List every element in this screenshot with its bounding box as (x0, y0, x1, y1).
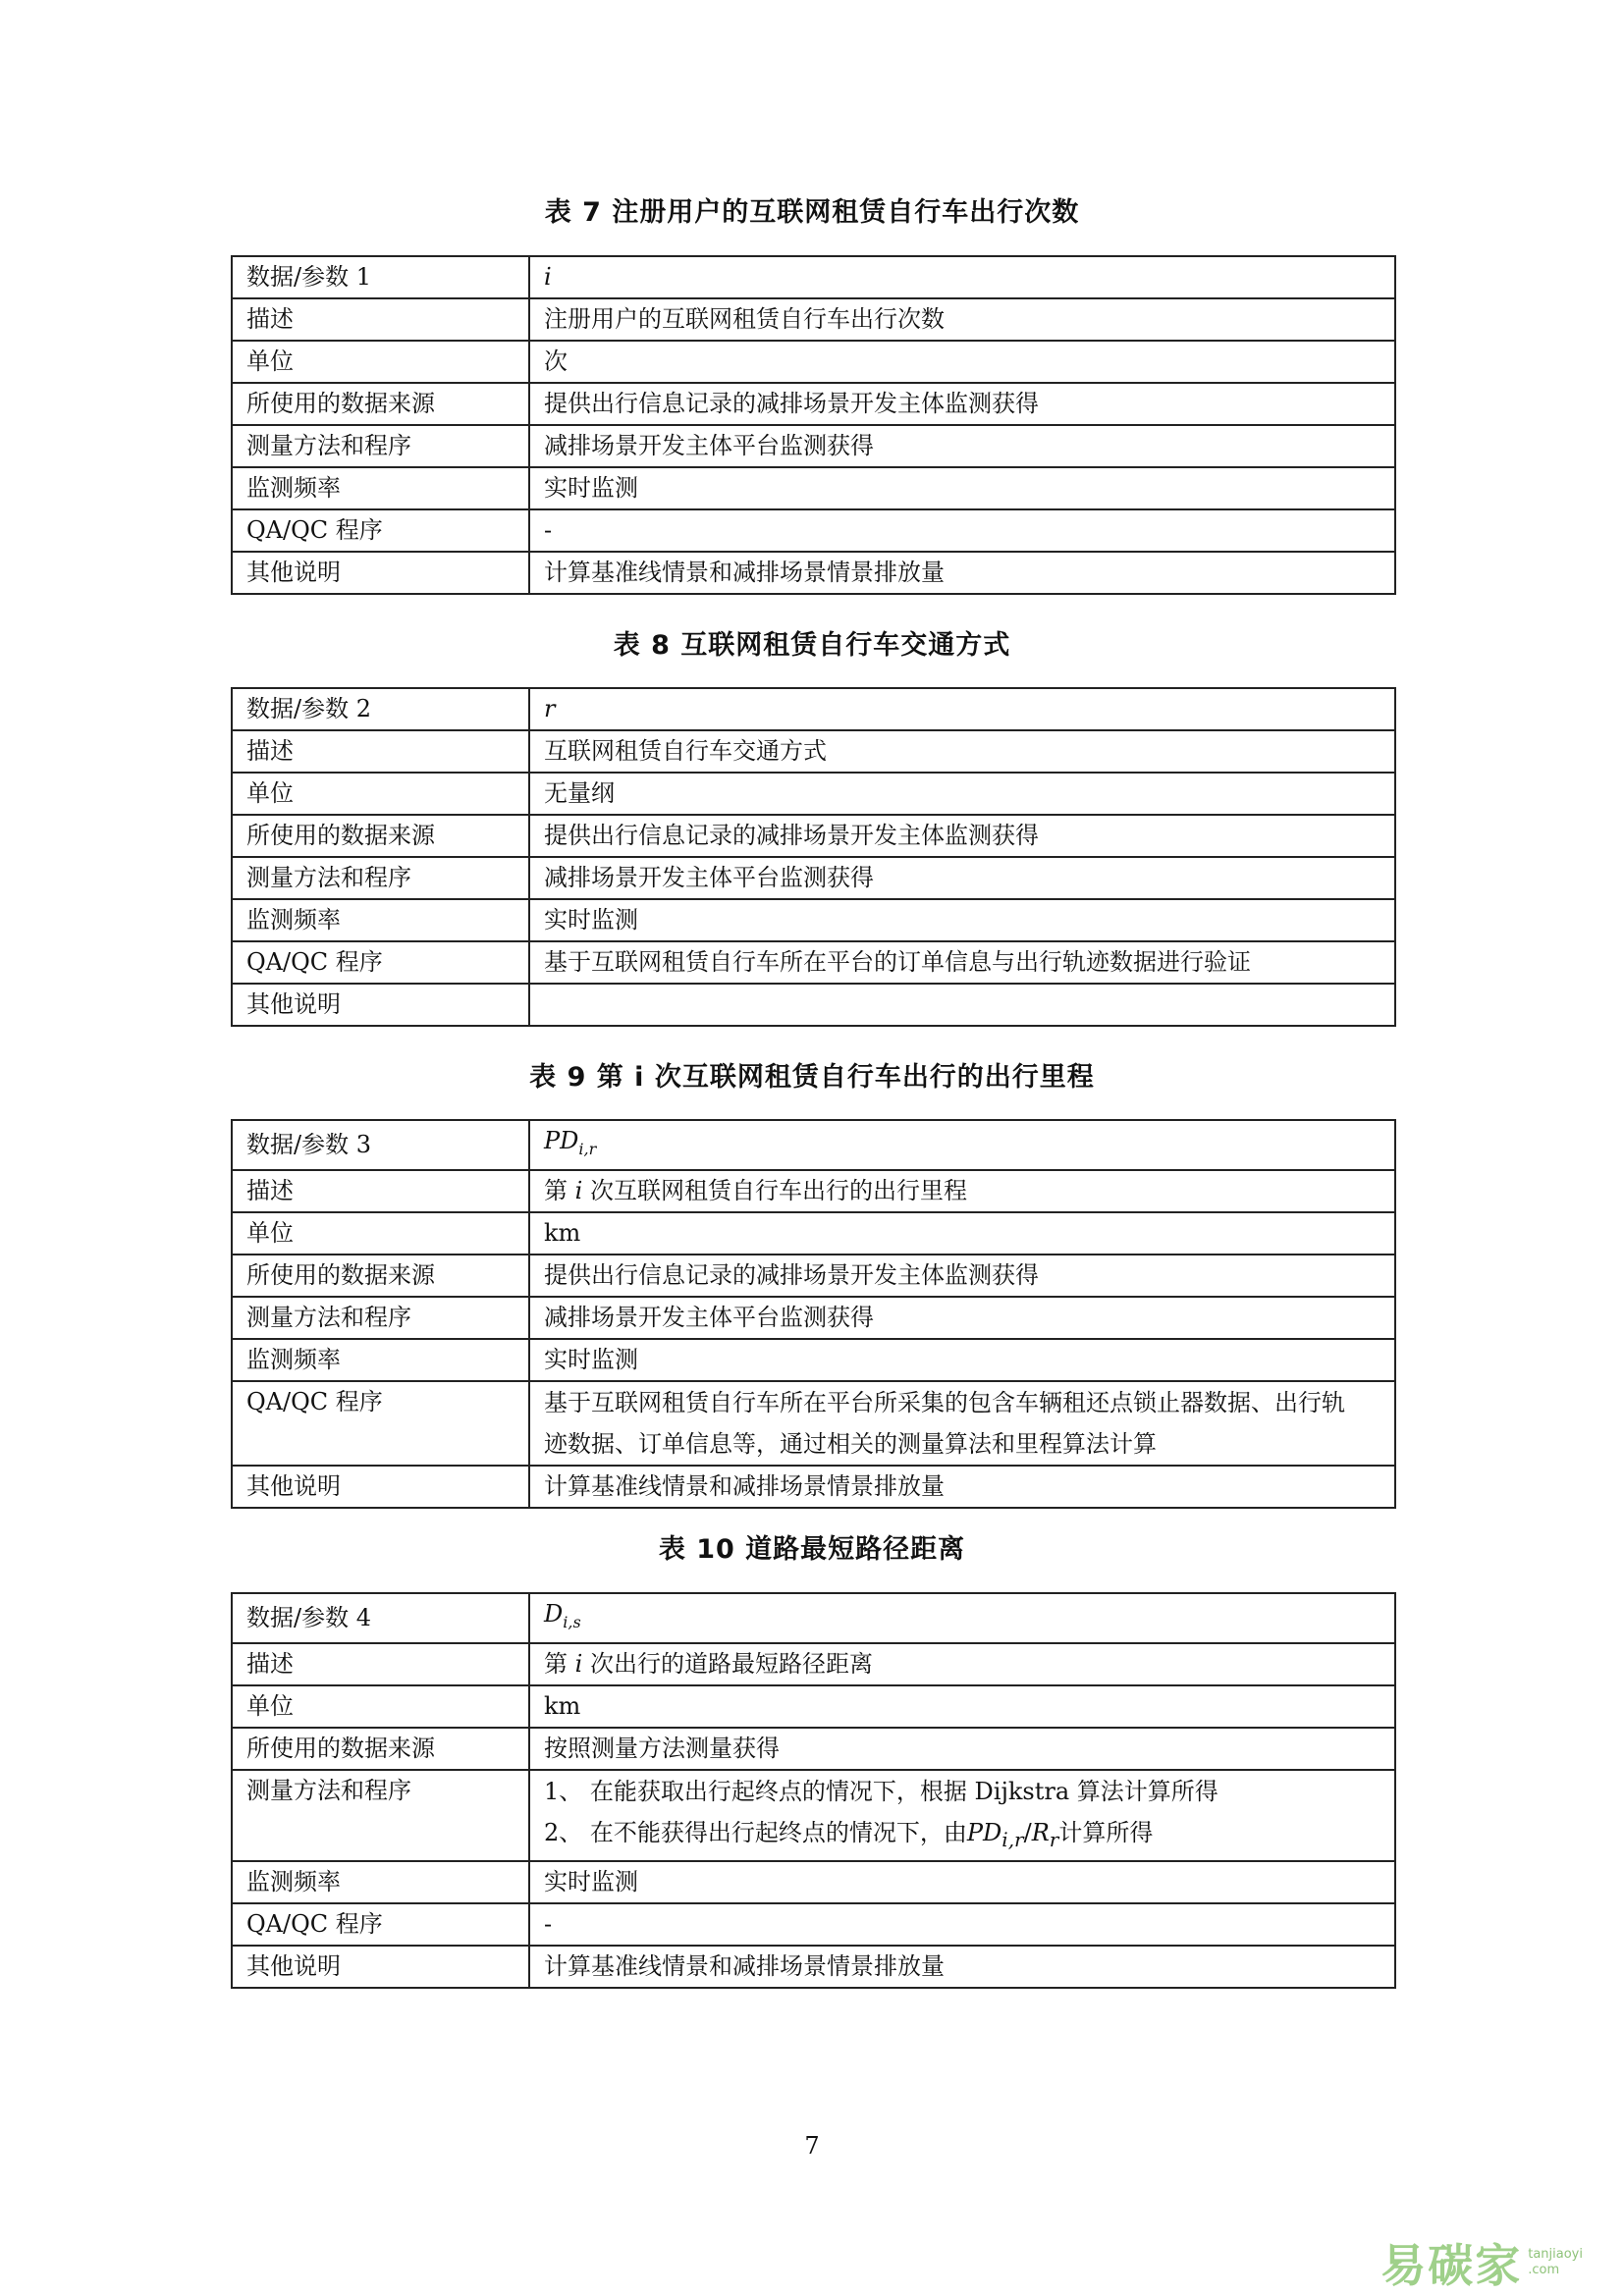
row-label: 单位 (232, 1685, 529, 1728)
row-value: 实时监测 (529, 1339, 1395, 1381)
symbol-i: i (574, 1649, 583, 1678)
table-7-title: 表 7 注册用户的互联网租赁自行车出行次数 (544, 197, 1080, 228)
row-label: 所使用的数据来源 (232, 1728, 529, 1770)
table-row (232, 1170, 1395, 1212)
table-row (232, 1466, 1395, 1508)
table-row (232, 857, 1395, 899)
row-label: 描述 (232, 298, 529, 341)
table-row (232, 341, 1395, 383)
table-row (232, 815, 1395, 857)
row-label: 监测频率 (232, 899, 529, 941)
row-value-line-1: 1、 在能获取出行起终点的情况下，根据 Dijkstra 算法计算所得 (544, 1777, 1218, 1805)
row-label: 监测频率 (232, 467, 529, 509)
table-row (232, 1212, 1395, 1255)
symbol-sub: i,s (563, 1612, 581, 1631)
row-label: 描述 (232, 1643, 529, 1685)
row-label: 数据/参数 1 (232, 256, 529, 298)
table-row (232, 1593, 1395, 1643)
watermark-domain (1528, 2247, 1583, 2278)
table-row (232, 730, 1395, 773)
row-label: 数据/参数 3 (232, 1120, 529, 1170)
table-9-title: 表 9 第 i 次互联网租赁自行车出行的出行里程 (529, 1062, 1095, 1093)
row-label: 测量方法和程序 (232, 857, 529, 899)
row-label: 所使用的数据来源 (232, 815, 529, 857)
row-value: 减排场景开发主体平台监测获得 (529, 857, 1395, 899)
table-10 (231, 1592, 1396, 1989)
symbol-i: i (574, 1176, 583, 1204)
table-row (232, 1381, 1395, 1466)
row-label: 数据/参数 4 (232, 1593, 529, 1643)
table-row (232, 899, 1395, 941)
row-value: - (529, 509, 1395, 552)
row-label: 描述 (232, 1170, 529, 1212)
table-10-title: 表 10 道路最短路径距离 (658, 1534, 966, 1565)
watermark-logo (1380, 2230, 1583, 2295)
slash: / (1023, 1818, 1032, 1846)
row-label: QA/QC 程序 (232, 1903, 529, 1946)
table-row (232, 467, 1395, 509)
text-pre: 第 (544, 1649, 575, 1678)
row-label: 单位 (232, 1212, 529, 1255)
symbol-pd-sub: i,r (1001, 1827, 1024, 1851)
row-value: 次 (529, 341, 1395, 383)
row-label: 测量方法和程序 (232, 425, 529, 467)
row-value: r (529, 688, 1395, 730)
row-value: - (529, 1903, 1395, 1946)
row-value: 提供出行信息记录的减排场景开发主体监测获得 (529, 383, 1395, 425)
row-value-line-1: 基于互联网租赁自行车所在平台所采集的包含车辆租还点锁止器数据、出行轨 (544, 1388, 1345, 1416)
table-row (232, 552, 1395, 594)
table-row (232, 1903, 1395, 1946)
row-label: 数据/参数 2 (232, 688, 529, 730)
symbol-sub: i,r (578, 1139, 597, 1158)
table-row (232, 1297, 1395, 1339)
row-label: 监测频率 (232, 1339, 529, 1381)
table-row (232, 688, 1395, 730)
table-row (232, 1861, 1395, 1903)
row-value: 实时监测 (529, 467, 1395, 509)
row-label: 监测频率 (232, 1861, 529, 1903)
row-label: 其他说明 (232, 984, 529, 1026)
row-label: QA/QC 程序 (232, 509, 529, 552)
row-value: 无量纲 (529, 773, 1395, 815)
watermark-domain-name: tanjiaoyi (1528, 2247, 1583, 2262)
row-value: i (529, 256, 1395, 298)
row-label: 所使用的数据来源 (232, 1255, 529, 1297)
table-row (232, 773, 1395, 815)
table-row (232, 256, 1395, 298)
table-row (232, 1643, 1395, 1685)
text-post: 次互联网租赁自行车出行的出行里程 (582, 1176, 967, 1204)
row-value: 提供出行信息记录的减排场景开发主体监测获得 (529, 1255, 1395, 1297)
row-value (529, 984, 1395, 1026)
row-value (529, 1381, 1395, 1466)
table-8 (231, 687, 1396, 1027)
table-8-title: 表 8 互联网租赁自行车交通方式 (613, 630, 1011, 661)
table-row (232, 1728, 1395, 1770)
text-post: 计算所得 (1058, 1818, 1154, 1846)
row-value: km (529, 1685, 1395, 1728)
row-label: QA/QC 程序 (232, 1381, 529, 1466)
row-value (529, 1770, 1395, 1861)
table-row (232, 509, 1395, 552)
row-label: 所使用的数据来源 (232, 383, 529, 425)
row-label: 测量方法和程序 (232, 1770, 529, 1861)
table-row (232, 298, 1395, 341)
text-pre: 第 (544, 1176, 575, 1204)
row-value (529, 1593, 1395, 1643)
row-value-line-2 (544, 1812, 1380, 1860)
table-row (232, 383, 1395, 425)
row-value: 提供出行信息记录的减排场景开发主体监测获得 (529, 815, 1395, 857)
row-value: 减排场景开发主体平台监测获得 (529, 1297, 1395, 1339)
row-label: 描述 (232, 730, 529, 773)
row-value: 基于互联网租赁自行车所在平台的订单信息与出行轨迹数据进行验证 (529, 941, 1395, 984)
row-value: 互联网租赁自行车交通方式 (529, 730, 1395, 773)
symbol-r-sub: r (1049, 1827, 1059, 1851)
row-value (529, 1643, 1395, 1685)
row-label: 其他说明 (232, 1466, 529, 1508)
table-row (232, 1946, 1395, 1988)
row-label: 其他说明 (232, 1946, 529, 1988)
symbol-main: D (544, 1600, 564, 1628)
text-post: 次出行的道路最短路径距离 (582, 1649, 873, 1678)
watermark-text: 易碳家 (1380, 2239, 1523, 2292)
table-row (232, 941, 1395, 984)
row-label: QA/QC 程序 (232, 941, 529, 984)
row-value: 实时监测 (529, 1861, 1395, 1903)
table-row (232, 1255, 1395, 1297)
symbol-main: PD (544, 1127, 579, 1154)
watermark-domain-tld: .com (1528, 2263, 1560, 2277)
row-value: 计算基准线情景和减排场景情景排放量 (529, 552, 1395, 594)
row-label: 单位 (232, 773, 529, 815)
row-value (529, 1120, 1395, 1170)
row-value: 实时监测 (529, 899, 1395, 941)
table-row (232, 1770, 1395, 1861)
table-row (232, 1339, 1395, 1381)
table-row (232, 425, 1395, 467)
page-number: 7 (804, 2132, 820, 2160)
symbol-pd: PD (966, 1818, 1002, 1846)
row-value: 按照测量方法测量获得 (529, 1728, 1395, 1770)
text-pre: 2、 在不能获得出行起终点的情况下，由 (544, 1818, 967, 1846)
row-value (529, 1170, 1395, 1212)
table-row (232, 1685, 1395, 1728)
row-label: 测量方法和程序 (232, 1297, 529, 1339)
row-label: 单位 (232, 341, 529, 383)
symbol-r: R (1031, 1818, 1050, 1846)
row-value-line-2: 迹数据、订单信息等，通过相关的测量算法和里程算法计算 (544, 1429, 1157, 1458)
table-7 (231, 255, 1396, 595)
row-value: 注册用户的互联网租赁自行车出行次数 (529, 298, 1395, 341)
row-value: km (529, 1212, 1395, 1255)
row-value: 计算基准线情景和减排场景情景排放量 (529, 1466, 1395, 1508)
table-9 (231, 1119, 1396, 1509)
table-row (232, 1120, 1395, 1170)
row-value: 计算基准线情景和减排场景情景排放量 (529, 1946, 1395, 1988)
row-label: 其他说明 (232, 552, 529, 594)
row-value: 减排场景开发主体平台监测获得 (529, 425, 1395, 467)
table-row (232, 984, 1395, 1026)
